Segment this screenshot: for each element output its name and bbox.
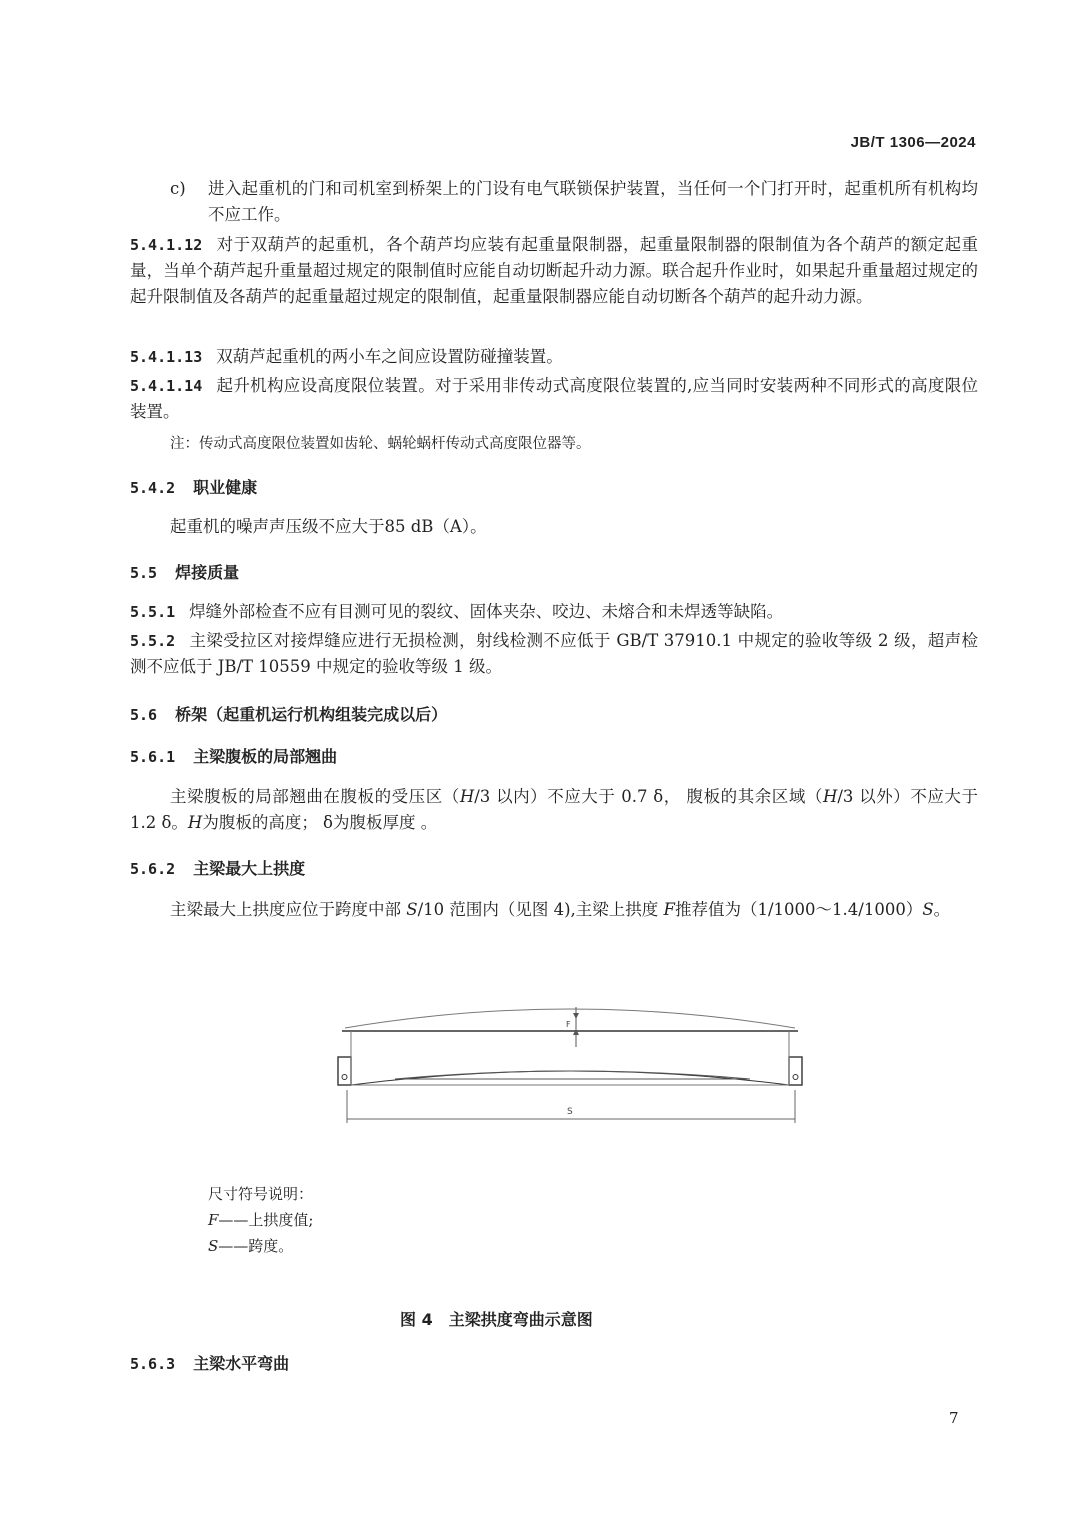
clause-text: 起升机构应设高度限位装置。对于采用非传动式高度限位装置的,应当同时安装两种不同形式的高度限位装置。 xyxy=(130,376,978,421)
clause-5-4-1-13 xyxy=(130,344,978,370)
heading-title: 主梁腹板的局部翘曲 xyxy=(193,747,338,766)
paragraph-5-6-2 xyxy=(130,897,978,923)
clause-5-4-1-14 xyxy=(130,373,978,425)
heading-number: 5.6.3 xyxy=(130,1355,176,1373)
list-item-c-text: 进入起重机的门和司机室到桥架上的门设有电气联锁保护装置，当任何一个门打开时，起重机所有机构均不应工作。 xyxy=(208,179,978,224)
text-run: /3 以内）不应大于 0.7 δ， 腹板的其余区域（ xyxy=(474,787,823,806)
heading-number: 5.4.2 xyxy=(130,479,176,497)
list-item-c-label: c) xyxy=(170,179,186,198)
clause-5-5-1 xyxy=(130,599,978,625)
heading-5-5 xyxy=(130,560,239,583)
symbol-H: H xyxy=(459,787,475,806)
clause-text: 双葫芦起重机的两小车之间应设置防碰撞装置。 xyxy=(216,347,563,366)
heading-number: 5.6 xyxy=(130,706,158,724)
label-F: F xyxy=(566,1020,571,1029)
text-run: 主梁最大上拱度应位于跨度中部 xyxy=(170,900,407,919)
text-run: /3 以外）不应大于 1.2 δ。 xyxy=(130,787,978,832)
clause-number: 5.4.1.13 xyxy=(130,348,203,366)
heading-5-6-3 xyxy=(130,1351,289,1374)
text-run: /10 范围内（见图 4),主梁上拱度 xyxy=(417,900,664,919)
clause-text: 对于双葫芦的起重机，各个葫芦均应装有起重量限制器，起重量限制器的限制值为各个葫芦的额定起重量，当单个葫芦起升重量超过规定的限制值时应能自动切断起升动力源。联合起升作业时，如果起升重量超过规定的起升限制值及各葫芦的起重量超过规定的限制值，起重量限制器应能自动切断各个葫芦的起升动力源。 xyxy=(130,235,978,306)
clause-number: 5.5.1 xyxy=(130,603,176,621)
paragraph-5-4-2: 起重机的噪声声压级不应大于85 dB（A）。 xyxy=(170,517,487,536)
symbol-S: S xyxy=(406,900,418,919)
text-run: 推荐值为（1/1000～1.4/1000） xyxy=(675,900,923,919)
heading-title: 焊接质量 xyxy=(175,563,240,582)
heading-title: 职业健康 xyxy=(193,478,258,497)
heading-number: 5.6.2 xyxy=(130,860,176,878)
clause-number: 5.5.2 xyxy=(130,632,176,650)
end-carriage-left xyxy=(338,1057,351,1085)
clause-number: 5.4.1.12 xyxy=(130,236,203,254)
symbol-H: H xyxy=(822,787,838,806)
heading-number: 5.6.1 xyxy=(130,748,176,766)
symbol-H: H xyxy=(187,813,203,832)
heading-title: 桥架（起重机运行机构组装完成以后） xyxy=(175,705,448,724)
symbol-F: F xyxy=(663,900,675,919)
legend-symbol: S xyxy=(208,1237,219,1255)
heading-title: 主梁最大上拱度 xyxy=(193,859,306,878)
heading-title: 主梁水平弯曲 xyxy=(193,1354,290,1373)
dim-F-arrow-top xyxy=(573,1013,579,1019)
legend-text: ——上拱度值; xyxy=(218,1211,314,1229)
legend-text: ——跨度。 xyxy=(218,1237,294,1255)
clause-text: 主梁受拉区对接焊缝应进行无损检测，射线检测不应低于 GB/T 37910.1 中规定的验收等级 2 级，超声检测不应低于 JB/T 10559 中规定的验收等级 1 级。 xyxy=(130,631,978,676)
camber-arc-bottom xyxy=(351,1071,789,1085)
clause-text: 焊缝外部检查不应有目测可见的裂纹、固体夹杂、咬边、未熔合和未焊透等缺陷。 xyxy=(189,602,784,621)
paragraph-5-6-1 xyxy=(130,784,978,836)
camber-diagram xyxy=(330,995,810,1130)
symbol-S: S xyxy=(922,900,934,919)
heading-5-6-2 xyxy=(130,856,305,879)
text-run: 为腹板的高度； δ为腹板厚度 。 xyxy=(202,813,438,832)
legend-title: 尺寸符号说明： xyxy=(208,1185,314,1203)
label-S: S xyxy=(567,1107,573,1117)
legend-F xyxy=(208,1209,313,1230)
heading-5-6-1 xyxy=(130,744,337,767)
clause-5-4-1-12 xyxy=(130,232,978,310)
standard-code: JB/T 1306—2024 xyxy=(850,134,976,151)
wheel-right xyxy=(793,1075,798,1080)
dim-F-arrow-bottom xyxy=(573,1029,579,1035)
note: 注：传动式高度限位装置如齿轮、蜗轮蜗杆传动式高度限位器等。 xyxy=(170,436,591,452)
end-carriage-right xyxy=(789,1057,802,1085)
camber-web-plate xyxy=(395,1071,750,1079)
wheel-left xyxy=(342,1075,347,1080)
clause-number: 5.4.1.14 xyxy=(130,377,203,395)
legend-symbol: F xyxy=(208,1211,219,1229)
clause-5-5-2 xyxy=(130,628,978,680)
text-run: 主梁腹板的局部翘曲在腹板的受压区（ xyxy=(170,787,460,806)
heading-5-6 xyxy=(130,702,447,725)
legend-S xyxy=(208,1235,293,1256)
text-run: 。 xyxy=(933,900,951,919)
heading-5-4-2 xyxy=(130,475,257,498)
figure-title: 图 4 主梁拱度弯曲示意图 xyxy=(400,1310,593,1329)
heading-number: 5.5 xyxy=(130,564,158,582)
page-number: 7 xyxy=(949,1409,959,1427)
